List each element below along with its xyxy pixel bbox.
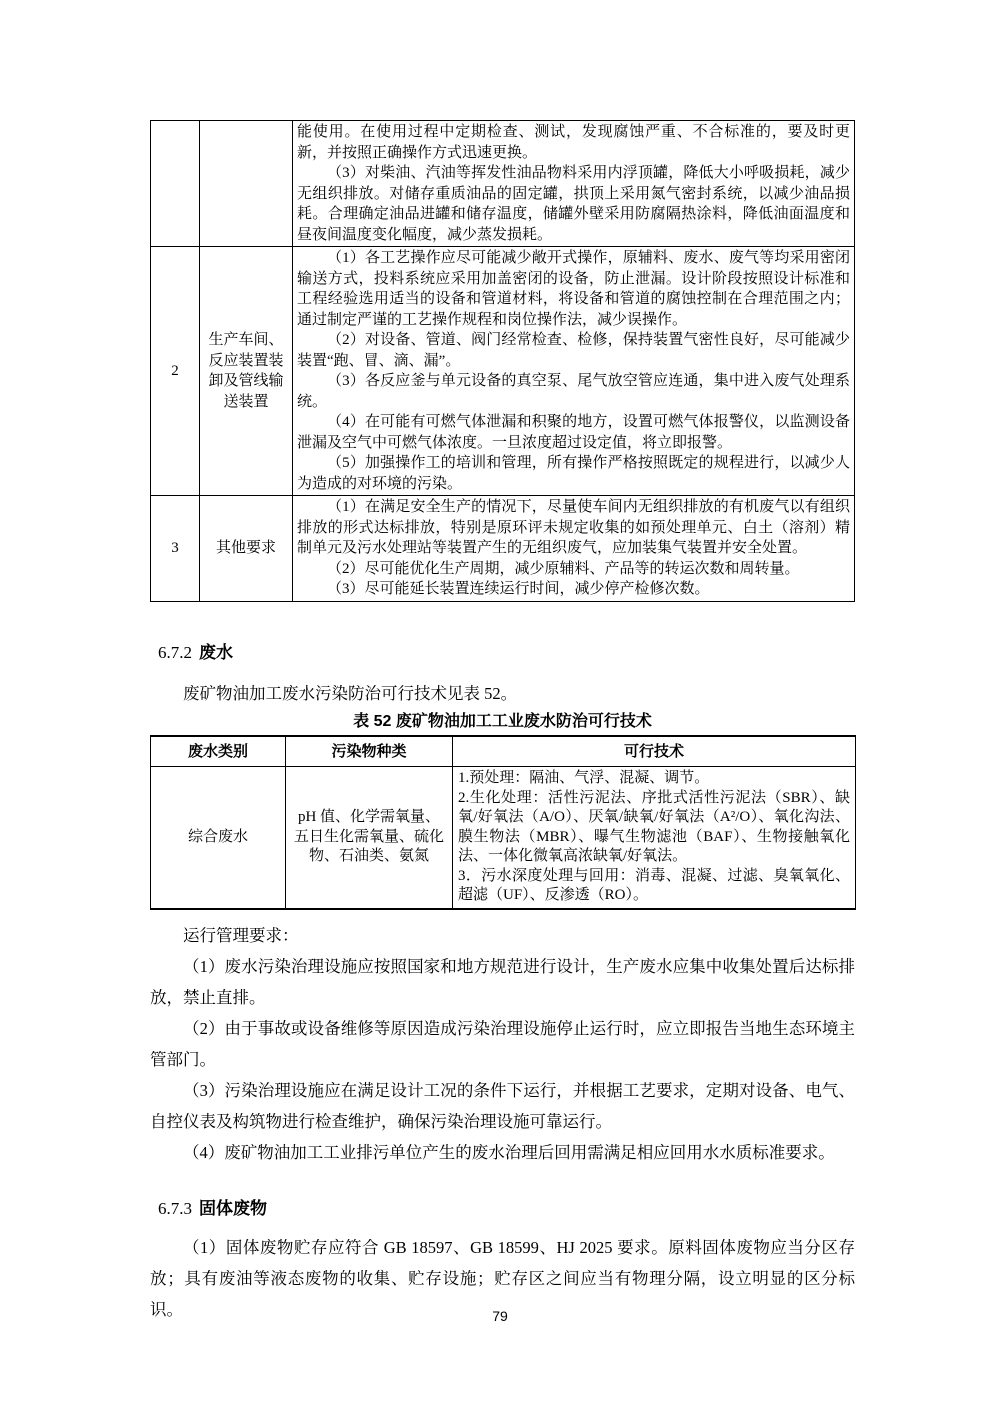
section-heading-673 [158,1198,855,1220]
row-label-cell: 生产车间、反应装置装卸及管线输送装置 [200,247,293,496]
table52-data-row [151,767,856,909]
table-row-3 [151,496,855,602]
intro-paragraph: 废矿物油加工废水污染防治可行技术见表 52。 [183,683,518,703]
column-header-techniques: 可行技术 [453,736,856,767]
table-paragraph: （3）各反应釜与单元设备的真空泵、尾气放空管应连通，集中进入废气处理系统。 [297,373,850,410]
section-title: 废水 [199,642,233,662]
row-content-cell [293,247,855,496]
operation-item-1: （1）废水污染治理设施应按照国家和地方规范进行设计，生产废水应集中收集处置后达标排放，禁止直排。 [150,956,855,1007]
table52-header-row [151,736,856,767]
row-label-cell: 其他要求 [200,496,293,602]
column-header-pollutants: 污染物种类 [286,736,453,767]
page-number: 79 [492,1308,508,1324]
column-header-category: 废水类别 [151,736,286,767]
section-number: 6.7.2 [158,642,192,662]
row-content-cell [293,496,855,602]
page-content [150,120,855,1325]
table-paragraph: 能使用。在使用过程中定期检查、测试，发现腐蚀严重、不合标准的，要及时更新，并按照正确操作方式迅速更换。 [297,124,850,161]
continuation-table [150,120,855,602]
technique-item: 3．污水深度处理与回用：消毒、混凝、过滤、臭氧氧化、超滤（UF）、反渗透（RO）。 [458,867,850,903]
table-paragraph: （1）各工艺操作应尽可能减少敞开式操作，原辅料、废水、废气等均采用密闭输送方式，投料系统应采用加盖密闭的设备，防止泄漏。设计阶段按照设计标准和工程经验选用适当的设备和管道材料，将设备和管道的腐蚀控制在合理范围之内；通过制定严谨的工艺操作规程和岗位操作法，减少误操作。 [297,250,850,328]
row-number-cell [151,121,200,247]
section-title: 固体废物 [199,1198,267,1218]
operation-item-2: （2）由于事故或设备维修等原因造成污染治理设施停止运行时，应立即报告当地生态环境主管部门。 [150,1018,855,1069]
operation-item-3: （3）污染治理设施应在满足设计工况的条件下运行，并根据工艺要求，定期对设备、电气、自控仪表及构筑物进行检查维护，确保污染治理设施可靠运行。 [150,1080,855,1131]
operation-item-4: （4）废矿物油加工工业排污单位产生的废水治理后回用需满足相应回用水水质标准要求。 [183,1142,835,1162]
techniques-cell [453,767,856,909]
table-paragraph: （2）对设备、管道、阀门经常检查、检修，保持装置气密性良好，尽可能减少装置“跑、冒、滴、漏”。 [297,332,850,369]
table-paragraph: （3）尽可能延长装置连续运行时间，减少停产检修次数。 [327,581,710,597]
section-number: 6.7.3 [158,1198,192,1218]
table-row-1 [151,121,855,247]
row-label-cell [200,121,293,247]
row-number-cell: 2 [151,247,200,496]
table-paragraph: （2）尽可能优化生产周期，减少原辅料、产品等的转运次数和周转量。 [327,560,800,577]
table52-title: 表 52 废矿物油加工工业废水防治可行技术 [353,712,652,730]
row-number-cell: 3 [151,496,200,602]
solid-waste-item-1: （1）固体废物贮存应符合 GB 18597、GB 18599、HJ 2025 要求。原料固体废物应当分区存放；具有废油等液态废物的收集、贮存设施；贮存区之间应当有物理分隔，设立明显的区分标识。 [150,1237,855,1319]
table52 [150,735,856,910]
technique-item: 1.预处理：隔油、气浮、混凝、调节。 [458,770,710,786]
table-row-2 [151,247,855,496]
table-paragraph: （3）对柴油、汽油等挥发性油品物料采用内浮顶罐，降低大小呼吸损耗，减少无组织排放。对储存重质油品的固定罐，拱顶上采用氮气密封系统，以减少油品损耗。合理确定油品进罐和储存温度，储罐外壁采用防腐隔热涂料，降低油面温度和昼夜间温度变化幅度，减少蒸发损耗。 [297,165,850,243]
table-paragraph: （4）在可能有可燃气体泄漏和积聚的地方，设置可燃气体报警仪，以监测设备泄漏及空气中可燃气体浓度。一旦浓度超过设定值，将立即报警。 [297,414,850,451]
category-cell: 综合废水 [151,767,286,909]
table-paragraph: （1）在满足安全生产的情况下，尽量使车间内无组织排放的有机废气以有组织排放的形式达标排放，特别是原环评未规定收集的如预处理单元、白土（溶剂）精制单元及污水处理站等装置产生的无组织废气，应加装集气装置并安全处置。 [297,499,850,556]
pollutants-cell: pH 值、化学需氧量、五日生化需氧量、硫化物、石油类、氨氮 [286,767,453,909]
row-content-cell [293,121,855,247]
technique-item: 2.生化处理：活性污泥法、序批式活性污泥法（SBR）、缺氧/好氧法（A/O）、厌氧/缺氧/好氧法（A²/O）、氧化沟法、膜生物法（MBR）、曝气生物滤池（BAF）、生物接触氧化法、一体化微氧高浓缺氧/好氧法。 [458,789,850,864]
section-heading-672 [158,642,855,664]
operation-lead: 运行管理要求： [183,925,299,945]
table-paragraph: （5）加强操作工的培训和管理，所有操作严格按照既定的规程进行，以减少人为造成的对环境的污染。 [297,455,850,492]
